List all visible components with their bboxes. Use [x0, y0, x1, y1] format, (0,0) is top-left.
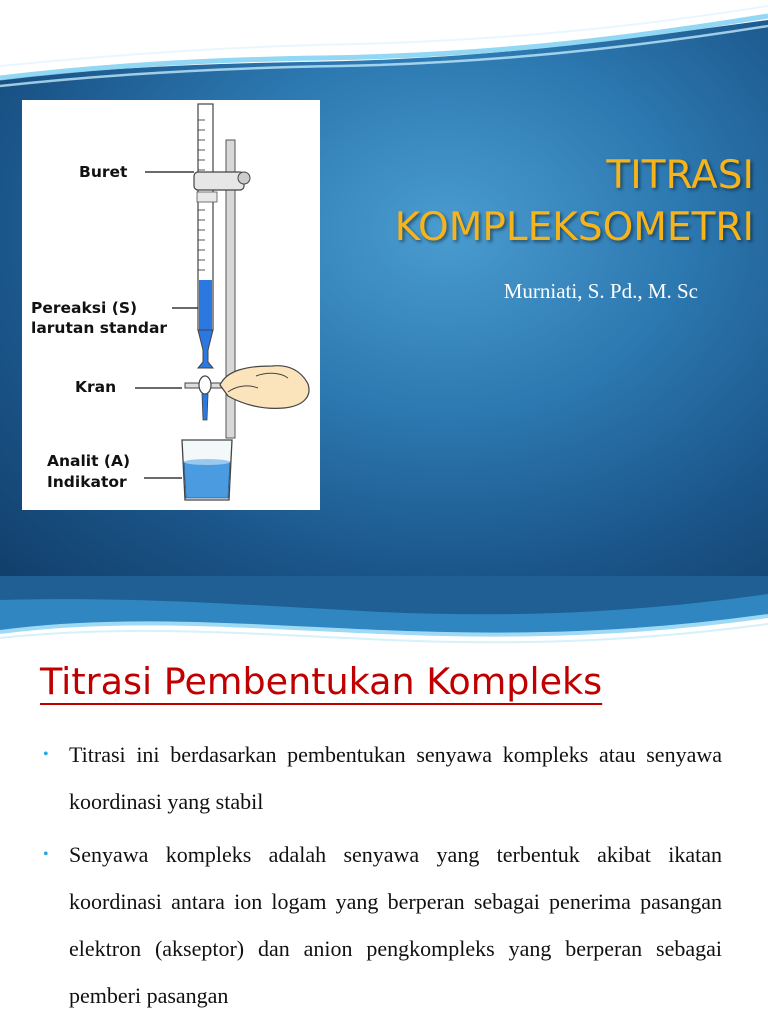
buret-illustration	[22, 100, 320, 510]
bullet-dot-icon: •	[43, 846, 49, 863]
title-line-1: TITRASI	[606, 153, 754, 198]
label-analit: Analit (A)	[47, 452, 131, 470]
header-wave-decoration	[0, 576, 768, 656]
author-subtitle: Murniati, S. Pd., M. Sc	[503, 279, 698, 303]
label-kran: Kran	[75, 378, 117, 396]
bullet-item	[42, 731, 722, 825]
content-slide-title: Titrasi Pembentukan Kompleks	[40, 660, 603, 703]
label-buret: Buret	[79, 163, 128, 181]
slide-title-heading	[330, 150, 754, 254]
bullet-list	[42, 731, 722, 1024]
header-wave-decoration	[0, 0, 768, 100]
bullet-text: Titrasi ini berdasarkan pembentukan senyawa kompleks atau senyawa koordinasi yang stabil	[69, 742, 722, 814]
slide-content	[0, 576, 768, 1024]
bullet-item	[42, 831, 722, 1019]
bullet-dot-icon: •	[43, 746, 49, 763]
label-pereaksi: Pereaksi (S)	[31, 299, 138, 317]
bullet-text: Senyawa kompleks adalah senyawa yang terbentuk akibat ikatan koordinasi antara ion logam yang berperan sebagai penerima pasangan elektron (akseptor) dan anion pengkompleks yang berperan sebagai pemberi pasangan	[69, 842, 722, 1008]
title-line-2: KOMPLEKSOMETRI	[394, 205, 754, 250]
label-larutan-standar: larutan standar	[31, 319, 168, 337]
label-indikator: Indikator	[47, 473, 127, 491]
